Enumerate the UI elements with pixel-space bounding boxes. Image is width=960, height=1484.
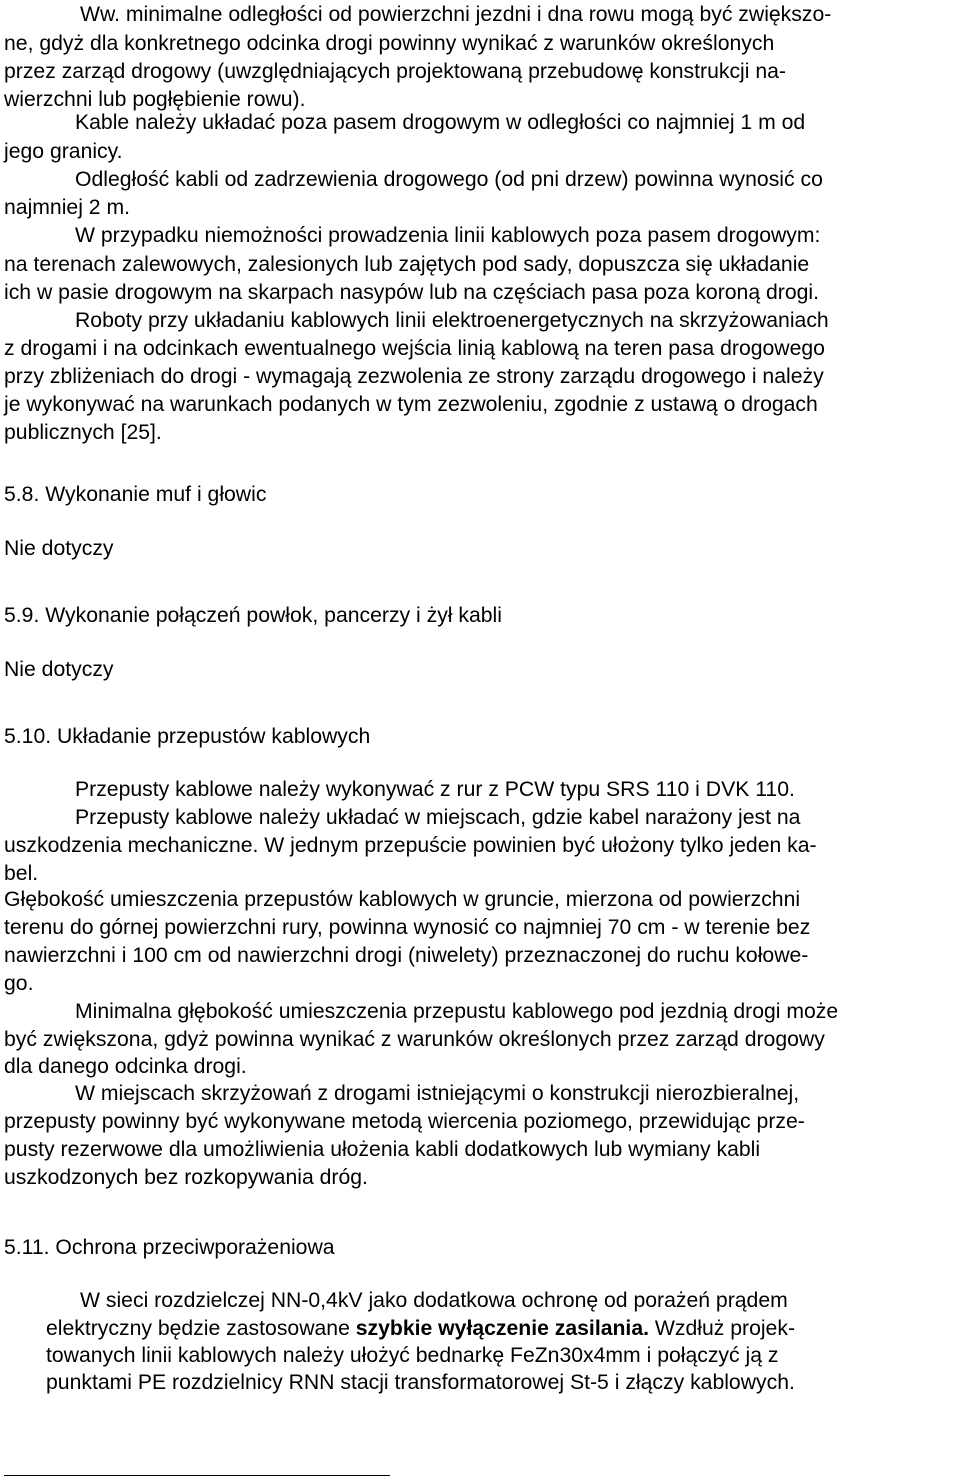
- section-heading: 5.9. Wykonanie połączeń powłok, pancerzy i żył kabli: [4, 604, 502, 627]
- paragraph-line: uszkodzonych bez rozkopywania dróg.: [4, 1166, 368, 1189]
- section-body: Nie dotyczy: [4, 537, 114, 560]
- paragraph-line: [46, 1316, 795, 1342]
- paragraph-line: Głębokość umieszczenia przepustów kablowych w gruncie, mierzona od powierzchni: [4, 888, 801, 911]
- paragraph-line: przepusty powinny być wykonywane metodą wiercenia poziomego, przewidując prze-: [4, 1110, 805, 1133]
- paragraph-line: nawierzchni i 100 cm od nawierzchni drogi (niwelety) przeznaczonej do ruchu kołowe-: [4, 944, 809, 967]
- paragraph-line: być zwiększona, gdyż powinna wynikać z warunków określonych przez zarząd drogowy: [4, 1028, 825, 1051]
- section-heading: 5.8. Wykonanie muf i głowic: [4, 483, 267, 506]
- paragraph-line: bel.: [4, 862, 39, 885]
- paragraph-line: przez zarząd drogowy (uwzględniających projektowaną przebudowę konstrukcji na-: [4, 60, 786, 83]
- paragraph-line: jego granicy.: [4, 140, 123, 163]
- paragraph-line: wierzchni lub pogłębienie rowu).: [4, 88, 306, 111]
- section-heading: 5.11. Ochrona przeciwporażeniowa: [4, 1236, 335, 1259]
- paragraph-line: dla danego odcinka drogi.: [4, 1055, 247, 1078]
- paragraph-line: go.: [4, 972, 34, 995]
- paragraph-line: pusty rezerwowe dla umożliwienia ułożenia kabli dodatkowych lub wymiany kabli: [4, 1138, 761, 1161]
- paragraph-line: Minimalna głębokość umieszczenia przepustu kablowego pod jezdnią drogi może: [75, 1000, 839, 1023]
- text-run: elektryczny będzie zastosowane: [46, 1317, 356, 1340]
- paragraph-line: Kable należy układać poza pasem drogowym w odległości co najmniej 1 m od: [75, 111, 806, 134]
- paragraph-line: na terenach zalewowych, zalesionych lub zajętych pod sady, dopuszcza się układanie: [4, 253, 810, 276]
- paragraph-line: przy zbliżeniach do drogi - wymagają zezwolenia ze strony zarządu drogowego i należy: [4, 365, 824, 388]
- paragraph-line: Ww. minimalne odległości od powierzchni jezdni i dna rowu mogą być zwiększo-: [80, 3, 832, 26]
- paragraph-line: je wykonywać na warunkach podanych w tym zezwoleniu, zgodnie z ustawą o drogach: [4, 393, 818, 416]
- paragraph-line: ich w pasie drogowym na skarpach nasypów lub na częściach pasa poza koroną drogi.: [4, 281, 819, 304]
- paragraph-line: W sieci rozdzielczej NN-0,4kV jako dodatkowa ochronę od porażeń prądem: [80, 1289, 788, 1312]
- paragraph-line: Przepusty kablowe należy układać w miejscach, gdzie kabel narażony jest na: [75, 806, 801, 829]
- paragraph-line: towanych linii kablowych należy ułożyć bednarkę FeZn30x4mm i połączyć ją z: [46, 1344, 779, 1367]
- paragraph-line: Odległość kabli od zadrzewienia drogowego (od pni drzew) powinna wynosić co: [75, 168, 823, 191]
- bold-emphasis: szybkie wyłączenie zasilania.: [355, 1317, 649, 1340]
- paragraph-line: uszkodzenia mechaniczne. W jednym przepuście powinien być ułożony tylko jeden ka-: [4, 834, 817, 857]
- text-run: Wzdłuż projek-: [649, 1317, 795, 1340]
- section-heading: 5.10. Układanie przepustów kablowych: [4, 725, 371, 748]
- paragraph-line: terenu do górnej powierzchni rury, powinna wynosić co najmniej 70 cm - w terenie bez: [4, 916, 811, 939]
- paragraph-line: W miejscach skrzyżowań z drogami istniejącymi o konstrukcji nierozbieralnej,: [75, 1082, 800, 1105]
- paragraph-line: Przepusty kablowe należy wykonywać z rur z PCW typu SRS 110 i DVK 110.: [75, 778, 795, 801]
- footer-divider: [4, 1475, 390, 1476]
- paragraph-line: publicznych [25].: [4, 421, 162, 444]
- paragraph-line: z drogami i na odcinkach ewentualnego wejścia linią kablową na teren pasa drogowego: [4, 337, 825, 360]
- paragraph-line: Roboty przy układaniu kablowych linii elektroenergetycznych na skrzyżowaniach: [75, 309, 829, 332]
- paragraph-line: W przypadku niemożności prowadzenia linii kablowych poza pasem drogowym:: [75, 224, 821, 247]
- paragraph-line: punktami PE rozdzielnicy RNN stacji transformatorowej St-5 i złączy kablowych.: [46, 1371, 795, 1394]
- paragraph-line: ne, gdyż dla konkretnego odcinka drogi powinny wynikać z warunków określonych: [4, 32, 775, 55]
- paragraph-line: najmniej 2 m.: [4, 196, 130, 219]
- section-body: Nie dotyczy: [4, 658, 114, 681]
